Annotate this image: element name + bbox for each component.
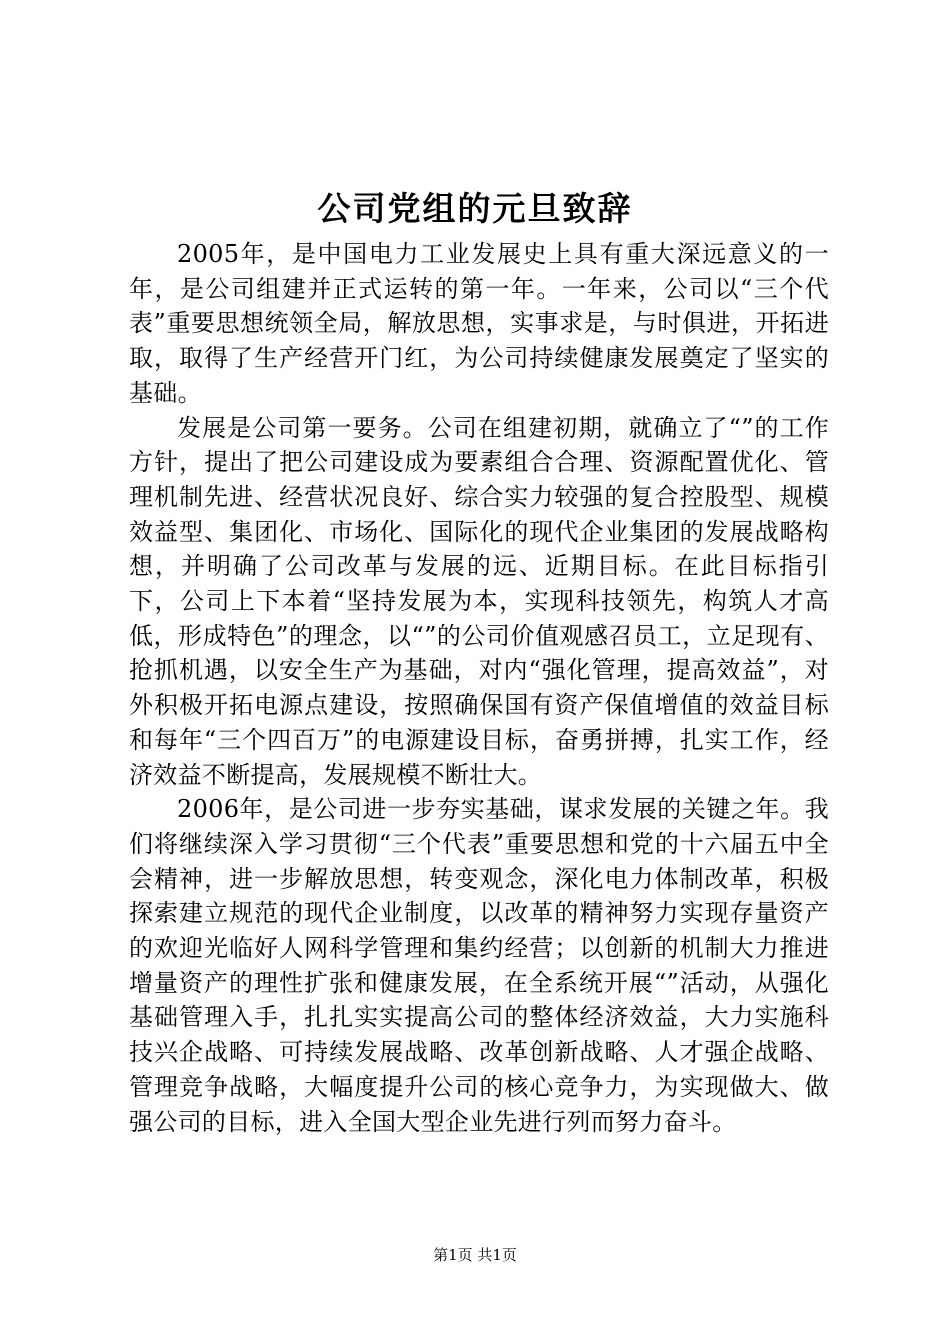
paragraph-1: 2005年，是中国电力工业发展史上具有重大深远意义的一年，是公司组建并正式运转的第一年。一年来，公司以“三个代表”重要思想统领全局，解放思想，实事求是，与时俱进，开拓进取，取得了生产经营开门红，为公司持续健康发展奠定了坚实的基础。 xyxy=(129,240,829,407)
page-footer: 第1页 共1页 xyxy=(433,1246,517,1264)
paragraph-3: 2006年，是公司进一步夯实基础，谋求发展的关键之年。我们将继续深入学习贯彻“三个代表”重要思想和党的十六届五中全会精神，进一步解放思想，转变观念，深化电力体制改革，积极探索建立规范的现代企业制度，以改革的精神努力实现存量资产的欢迎光临好人网科学管理和集约经营；以创新的机制大力推进增量资产的理性扩张和健康发展，在全系统开展“”活动，从强化基础管理入手，扎扎实实提高公司的整体经济效益，大力实施科技兴企战略、可持续发展战略、改革创新战略、人才强企战略、管理竞争战略，大幅度提升公司的核心竞争力，为实现做大、做强公司的目标，进入全国大型企业先进行列而努力奋斗。 xyxy=(129,795,829,1136)
document-title: 公司党组的元旦致辞 xyxy=(317,189,633,228)
document-body xyxy=(129,237,829,1139)
paragraph-2: 发展是公司第一要务。公司在组建初期，就确立了“”的工作方针，提出了把公司建设成为要素组合合理、资源配置优化、管理机制先进、经营状况良好、综合实力较强的复合控股型、规模效益型、集团化、市场化、国际化的现代企业集团的发展战略构想，并明确了公司改革与发展的远、近期目标。在此目标指引下，公司上下本着“坚持发展为本，实现科技领先，构筑人才高低，形成特色”的理念，以“”的公司价值观感召员工，立足现有、抢抓机遇，以安全生产为基础，对内“强化管理，提高效益”，对外积极开拓电源点建设，按照确保国有资产保值增值的效益目标和每年“三个四百万”的电源建设目标，奋勇拼搏，扎实工作，经济效益不断提高，发展规模不断壮大。 xyxy=(129,413,829,789)
